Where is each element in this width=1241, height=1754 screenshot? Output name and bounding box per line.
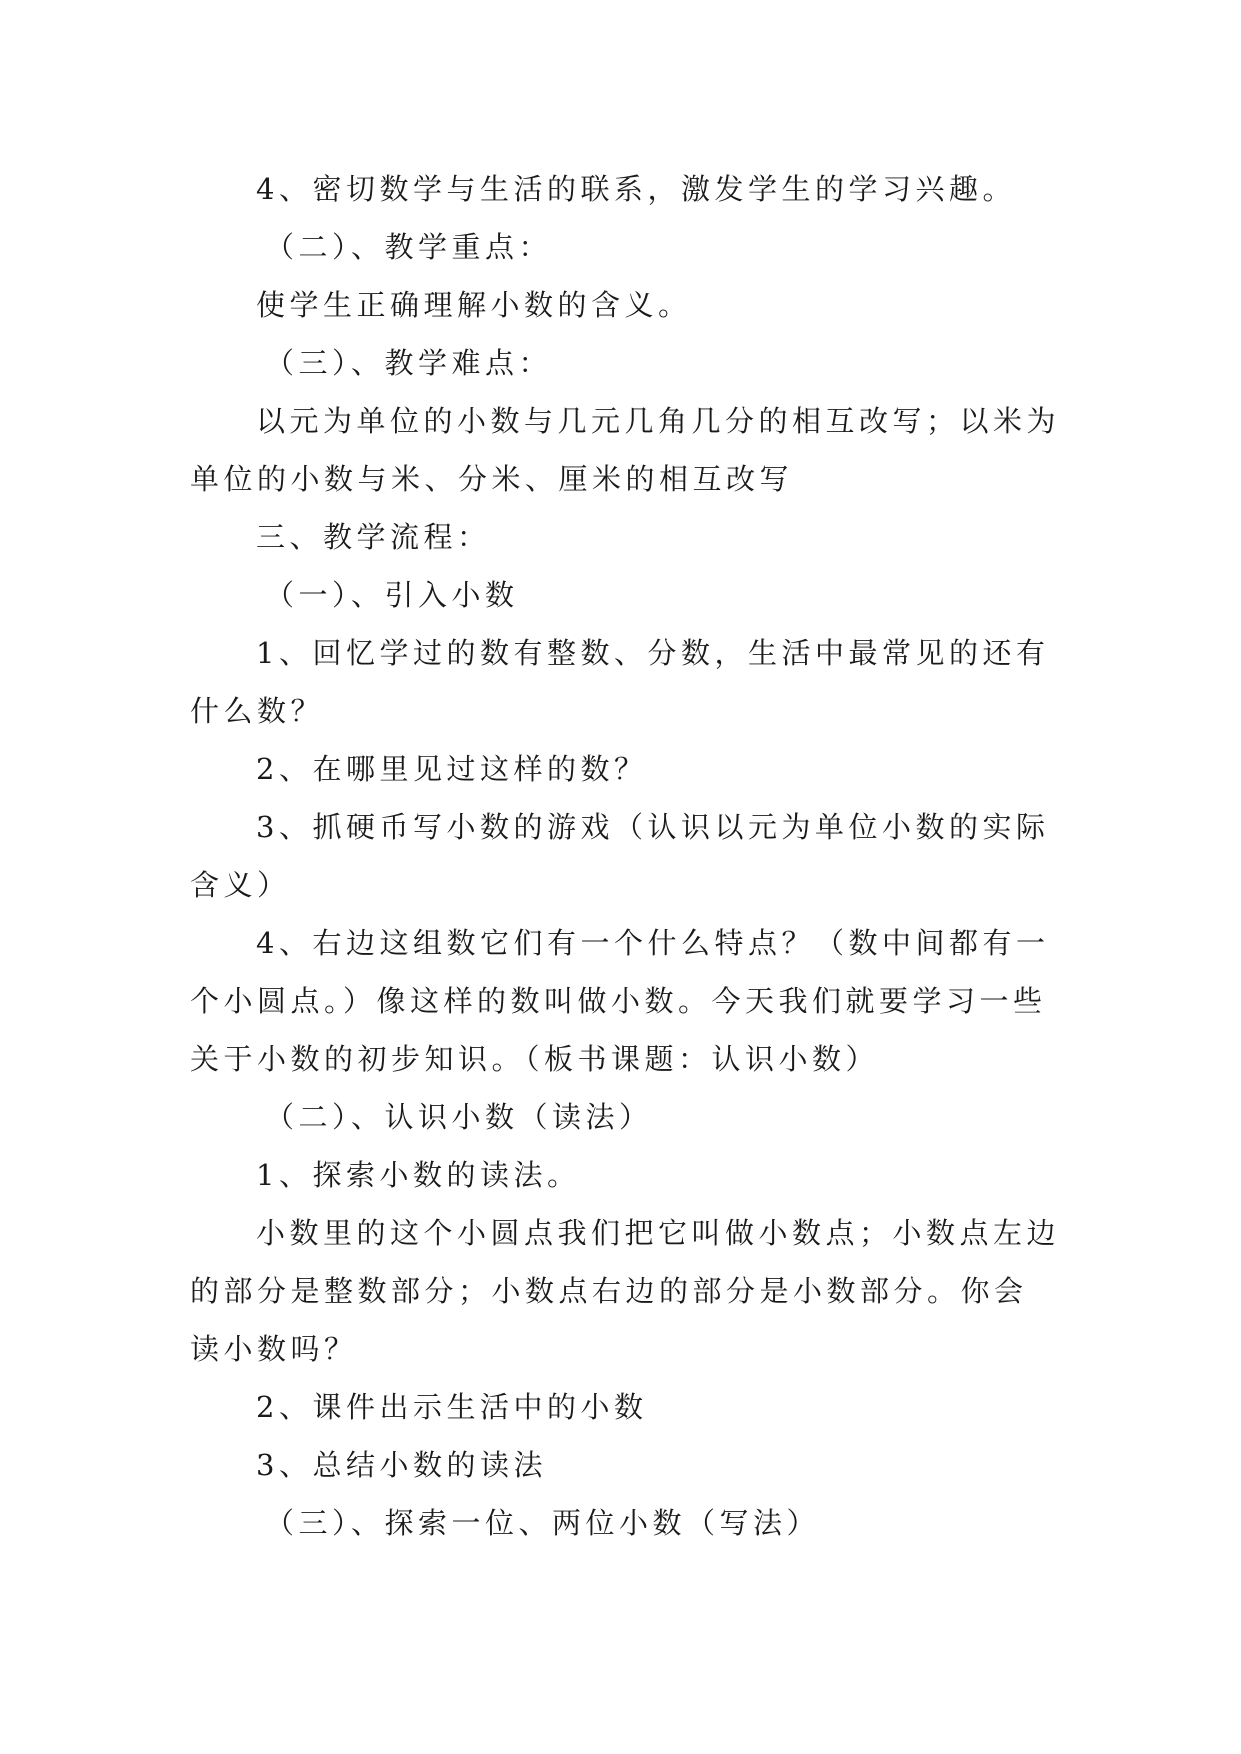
paragraph-decimal-point: 小数里的这个小圆点我们把它叫做小数点；小数点左边的部分是整数部分；小数点右边的部分是小数部分。你会读小数吗？ (190, 1216, 1061, 1366)
document-body (190, 160, 1060, 1552)
paragraph-goal-4: 4、密切数学与生活的联系，激发学生的学习兴趣。 (256, 172, 1016, 206)
paragraph-courseware: 2、课件出示生活中的小数 (256, 1390, 648, 1424)
paragraph-teaching-difficulty: 以元为单位的小数与几元几角几分的相互改写；以米为单位的小数与米、分米、厘米的相互改写 (190, 404, 1061, 496)
paragraph-step-2: 2、在哪里见过这样的数？ (256, 752, 648, 786)
heading-teaching-difficulty: （三）、教学难点： (265, 346, 553, 380)
paragraph-step-4: 4、右边这组数它们有一个什么特点？（数中间都有一个小圆点。）像这样的数叫做小数。今天我们就要学习一些关于小数的初步知识。（板书课题：认识小数） (190, 926, 1050, 1076)
heading-writing-decimals: （三）、探索一位、两位小数（写法） (265, 1506, 821, 1540)
paragraph-step-1: 1、回忆学过的数有整数、分数，生活中最常见的还有什么数？ (190, 636, 1050, 728)
heading-reading-decimals: （二）、认识小数（读法） (265, 1100, 653, 1134)
paragraph-step-3: 3、抓硬币写小数的游戏（认识以元为单位小数的实际含义） (190, 810, 1050, 902)
paragraph-summary: 3、总结小数的读法 (256, 1448, 547, 1482)
heading-teaching-focus: （二）、教学重点： (265, 230, 553, 264)
paragraph-explore-reading: 1、探索小数的读法。 (256, 1158, 581, 1192)
heading-introduce-decimals: （一）、引入小数 (265, 578, 519, 612)
heading-teaching-process: 三、教学流程： (256, 520, 491, 554)
paragraph-teaching-focus: 使学生正确理解小数的含义。 (256, 288, 692, 322)
